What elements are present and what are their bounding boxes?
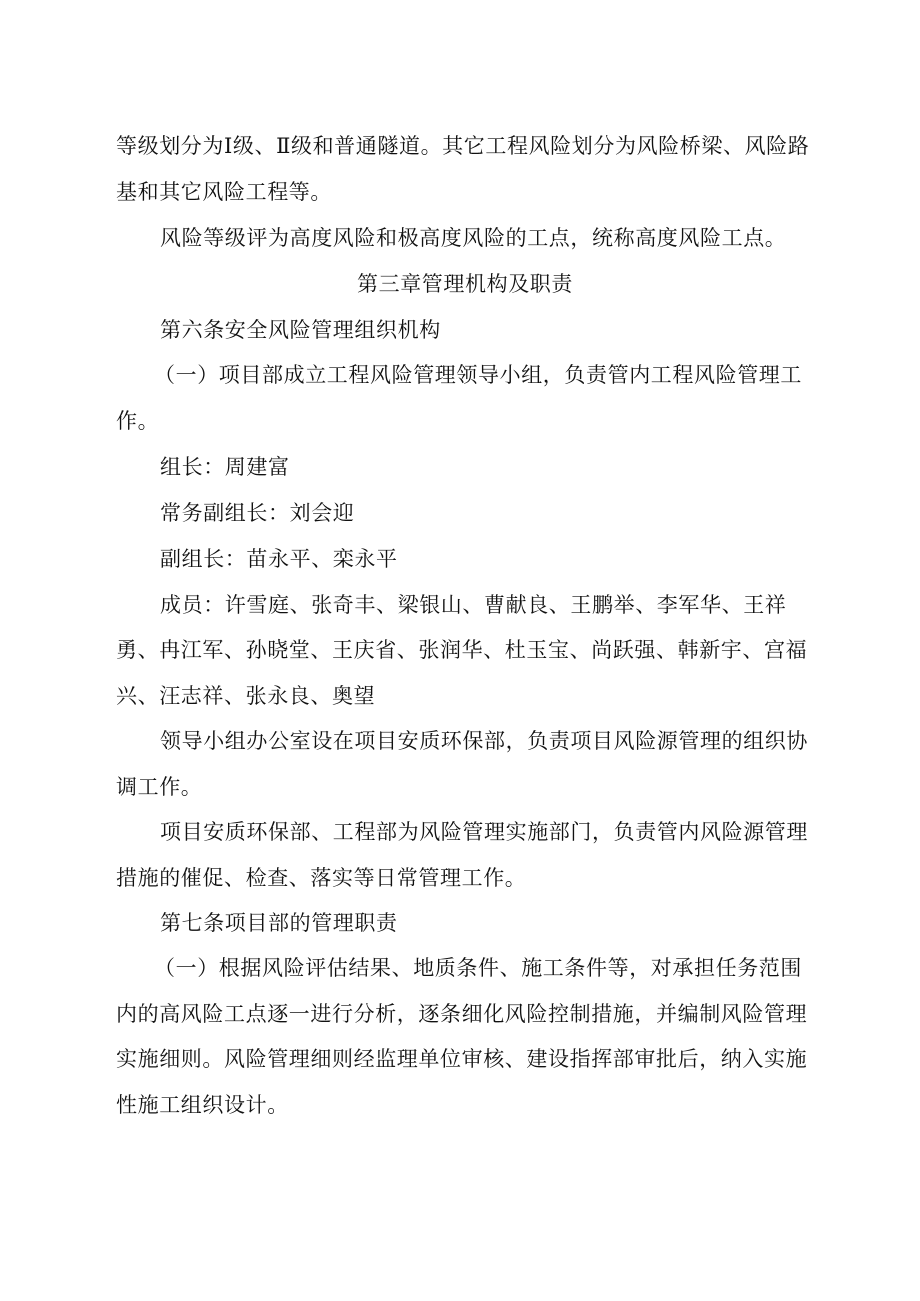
body-line: 领导小组办公室设在项目安质环保部，负责项目风险源管理的组织协 (160, 729, 808, 753)
body-line: 作。 (116, 409, 160, 433)
body-line: 内的高风险工点逐一进行分析，逐条细化风险控制措施，并编制风险管理 (116, 1002, 808, 1026)
chapter-heading: 第三章管理机构及职责 (357, 272, 573, 296)
body-line: （一）项目部成立工程风险管理领导小组，负责管内工程风险管理工 (154, 363, 802, 387)
body-line: 成员：许雪庭、张奇丰、梁银山、曹献良、王鹏举、李军华、王祥 (160, 593, 787, 617)
body-line: 等级划分为Ⅰ级、Ⅱ级和普通隧道。其它工程风险划分为风险桥梁、风险路 (116, 134, 810, 158)
body-line: 调工作。 (116, 775, 203, 799)
article-heading: 第七条项目部的管理职责 (160, 911, 398, 935)
body-line: 性施工组织设计。 (116, 1093, 289, 1117)
body-line: 常务副组长：刘会迎 (160, 501, 355, 525)
body-line: （一）根据风险评估结果、地质条件、施工条件等，对承担任务范围 (154, 956, 802, 980)
body-line: 风险等级评为高度风险和极高度风险的工点，统称高度风险工点。 (160, 226, 787, 250)
body-line: 兴、汪志祥、张永良、奥望 (116, 684, 376, 708)
body-line: 副组长：苗永平、栾永平 (160, 547, 398, 571)
body-line: 组长：周建富 (160, 455, 290, 479)
body-line: 措施的催促、检查、落实等日常管理工作。 (116, 866, 527, 890)
body-line: 基和其它风险工程等。 (116, 180, 332, 204)
body-line: 勇、冉江军、孙晓堂、王庆省、张润华、杜玉宝、尚跃强、韩新宇、宫福 (116, 638, 808, 662)
article-heading: 第六条安全风险管理组织机构 (160, 318, 441, 342)
body-line: 项目安质环保部、工程部为风险管理实施部门，负责管内风险源管理 (160, 820, 808, 844)
body-line: 实施细则。风险管理细则经监理单位审核、建设指挥部审批后，纳入实施 (116, 1047, 808, 1071)
